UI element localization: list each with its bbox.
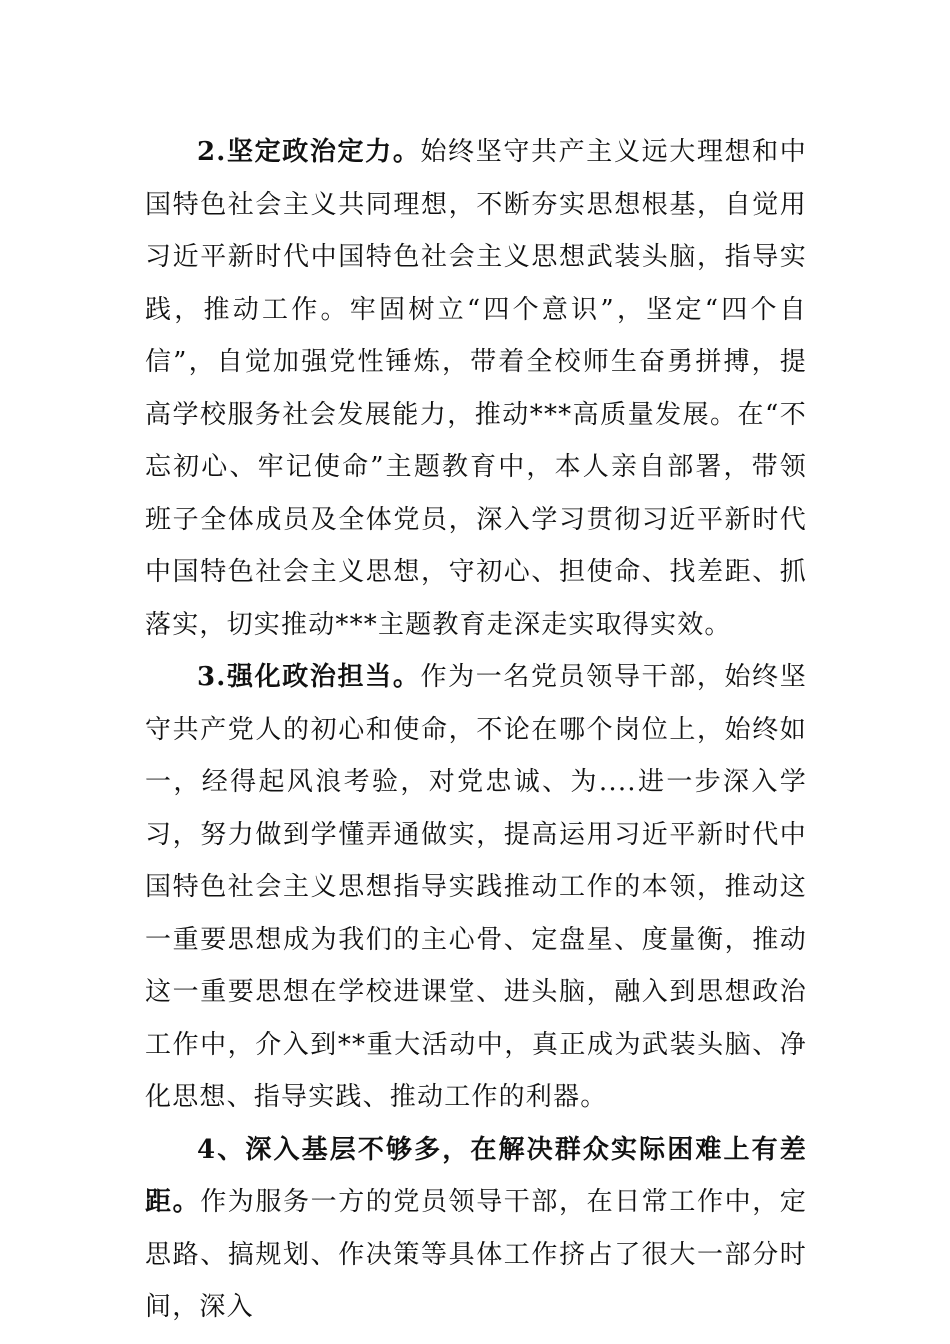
paragraph-3 xyxy=(145,651,807,1124)
paragraph-2-heading: 2.坚定政治定力。 xyxy=(197,137,421,167)
document-body xyxy=(145,126,807,1334)
paragraph-2 xyxy=(145,126,807,651)
paragraph-4-text: 作为服务一方的党员领导干部，在日常工作中，定思路、搞规划、作决策等具体工作挤占了很大一部分时间，深入 xyxy=(145,1187,807,1322)
paragraph-3-heading: 3.强化政治担当。 xyxy=(197,662,421,692)
paragraph-3-text: 作为一名党员领导干部，始终坚守共产党人的初心和使命，不论在哪个岗位上，始终如一，经得起风浪考验，对党忠诚、为....进一步深入学习，努力做到学懂弄通做实，提高运用习近平新时代中国特色社会主义思想指导实践推动工作的本领，推动这一重要思想成为我们的主心骨、定盘星、度量衡，推动这一重要思想在学校进课堂、进头脑，融入到思想政治工作中，介入到**重大活动中，真正成为武装头脑、净化思想、指导实践、推动工作的利器。 xyxy=(145,662,807,1112)
paragraph-4 xyxy=(145,1124,807,1334)
paragraph-4-heading: 4、深入基层不够多，在解决群众实际困难上有差距。 xyxy=(145,1134,807,1217)
paragraph-2-text: 始终坚守共产主义远大理想和中国特色社会主义共同理想，不断夯实思想根基，自觉用习近平新时代中国特色社会主义思想武装头脑，指导实践，推动工作。牢固树立“四个意识”，坚定“四个自信”，自觉加强党性锤炼，带着全校师生奋勇拼搏，提高学校服务社会发展能力，推动***高质量发展。在“不忘初心、牢记使命”主题教育中，本人亲自部署，带领班子全体成员及全体党员，深入学习贯彻习近平新时代中国特色社会主义思想，守初心、担使命、找差距、抓落实，切实推动***主题教育走深走实取得实效。 xyxy=(145,137,807,640)
